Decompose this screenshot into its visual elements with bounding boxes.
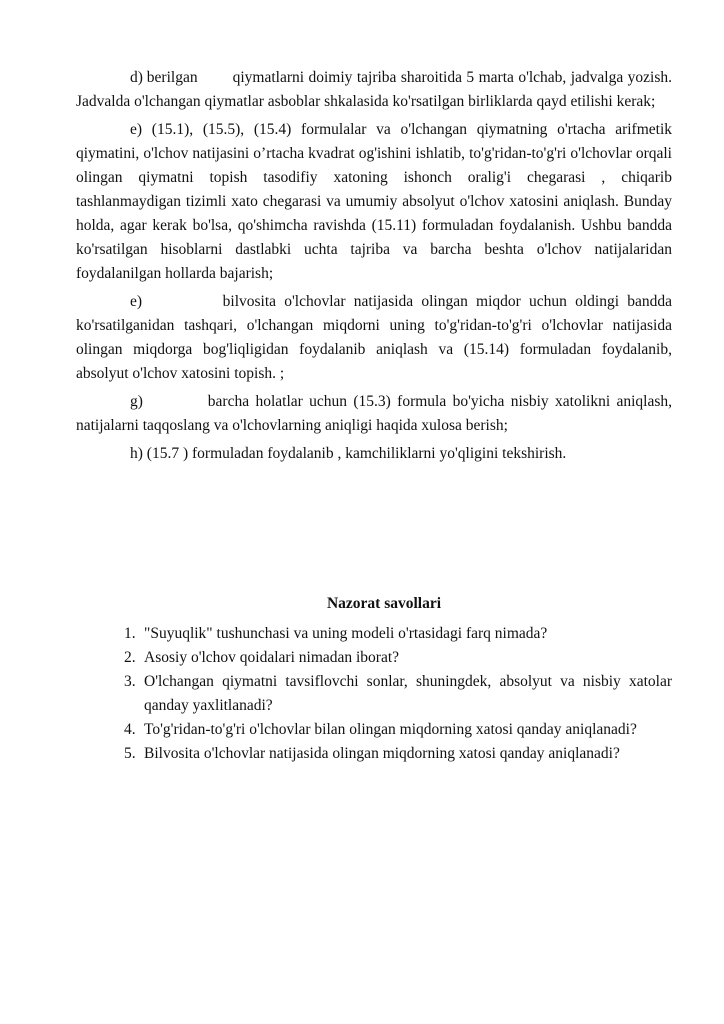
blank-gap xyxy=(76,470,672,592)
paragraph-g xyxy=(76,390,672,438)
list-item-text: O'lchangan qiymatni tavsiflovchi sonlar, shuningdek, absolyut va nisbiy xatolar qanday yaxlitlanadi? xyxy=(144,673,672,714)
list-item-text: "Suyuqlik" tushunchasi va uning modeli o'rtasidagi farq nimada? xyxy=(144,625,548,642)
paragraph-label: h) xyxy=(130,445,143,462)
list-item xyxy=(124,742,672,766)
paragraph-label: e) xyxy=(130,293,143,310)
paragraph-label: e) xyxy=(130,121,143,138)
paragraph-e-second xyxy=(76,290,672,386)
paragraph-text: bilvosita o'lchovlar natijasida olingan miqdor uchun oldingi bandda ko'rsatilganidan tashqari, o'lchangan miqdorni uning to'g'ridan-to'g'ri o'lchovlar natijasida olingan miqdorga bog'liqligidan foydalanib aniqlash va (15.14) formuladan foydalanib, absolyut o'lchov xatosini topish. ; xyxy=(76,293,673,382)
list-item xyxy=(124,622,672,646)
list-item-text: To'g'ridan-to'g'ri o'lchovlar bilan olingan miqdorning xatosi qanday aniqlanadi? xyxy=(144,721,637,738)
list-item-text: Bilvosita o'lchovlar natijasida olingan miqdorning xatosi qanday aniqlanadi? xyxy=(144,745,620,762)
paragraph-text: qiymatlarni doimiy tajriba sharoitida 5 marta o'lchab, jadvalga yozish. Jadvalda o'lchangan qiymatlar asboblar shkalasida ko'rsatilgan birliklarda qayd etilishi kerak; xyxy=(76,69,673,110)
paragraph-text: barcha holatlar uchun (15.3) formula bo'yicha nisbiy xatolikni aniqlash, natijalarni taqqoslang va o'lchovlarning aniqligi haqida xulosa berish; xyxy=(76,393,673,434)
questions-list xyxy=(76,622,672,766)
paragraph-h xyxy=(76,442,672,466)
list-item-number: 1. xyxy=(124,625,136,642)
section-heading: Nazorat savollari xyxy=(326,595,442,612)
list-item xyxy=(124,718,672,742)
paragraph-label: g) xyxy=(130,393,143,410)
list-item-number: 5. xyxy=(124,745,136,762)
paragraph-text: (15.1), (15.5), (15.4) formulalar va o'lchangan qiymatning o'rtacha arifmetik qiymatini, o'lchov natijasini o’rtacha kvadrat og'ishini ishlatib, to'g'ridan-to'g'ri o'lchovlar orqali olingan qiymatni topish tasodifiy xatoning ishonch oralig'i chegarasi , chiqarib tashlanmaydigan tizimli xato chegarasi va umumiy absolyut o'lchov xatosini aniqlash. Bunday holda, agar kerak bo'lsa, qo'shimcha ravishda (15.11) formuladan foydalanish. Ushbu bandda ko'rsatilgan hisoblarni dastlabki uchta tajriba va barcha beshta o'lchov natijalaridan foydalanilgan hollarda bajarish; xyxy=(76,121,672,282)
list-item-number: 2. xyxy=(124,649,136,666)
document-page xyxy=(76,66,672,766)
paragraph-label: d) berilgan xyxy=(130,69,198,86)
paragraph-text: (15.7 ) formuladan foydalanib , kamchiliklarni yo'qligini tekshirish. xyxy=(146,445,567,462)
list-item-number: 4. xyxy=(124,721,136,738)
list-item xyxy=(124,670,672,718)
paragraph-e xyxy=(76,118,672,286)
list-item-text: Asosiy o'lchov qoidalari nimadan iborat? xyxy=(144,649,400,666)
paragraph-d xyxy=(76,66,672,114)
list-item-number: 3. xyxy=(124,673,136,690)
list-item xyxy=(124,646,672,670)
